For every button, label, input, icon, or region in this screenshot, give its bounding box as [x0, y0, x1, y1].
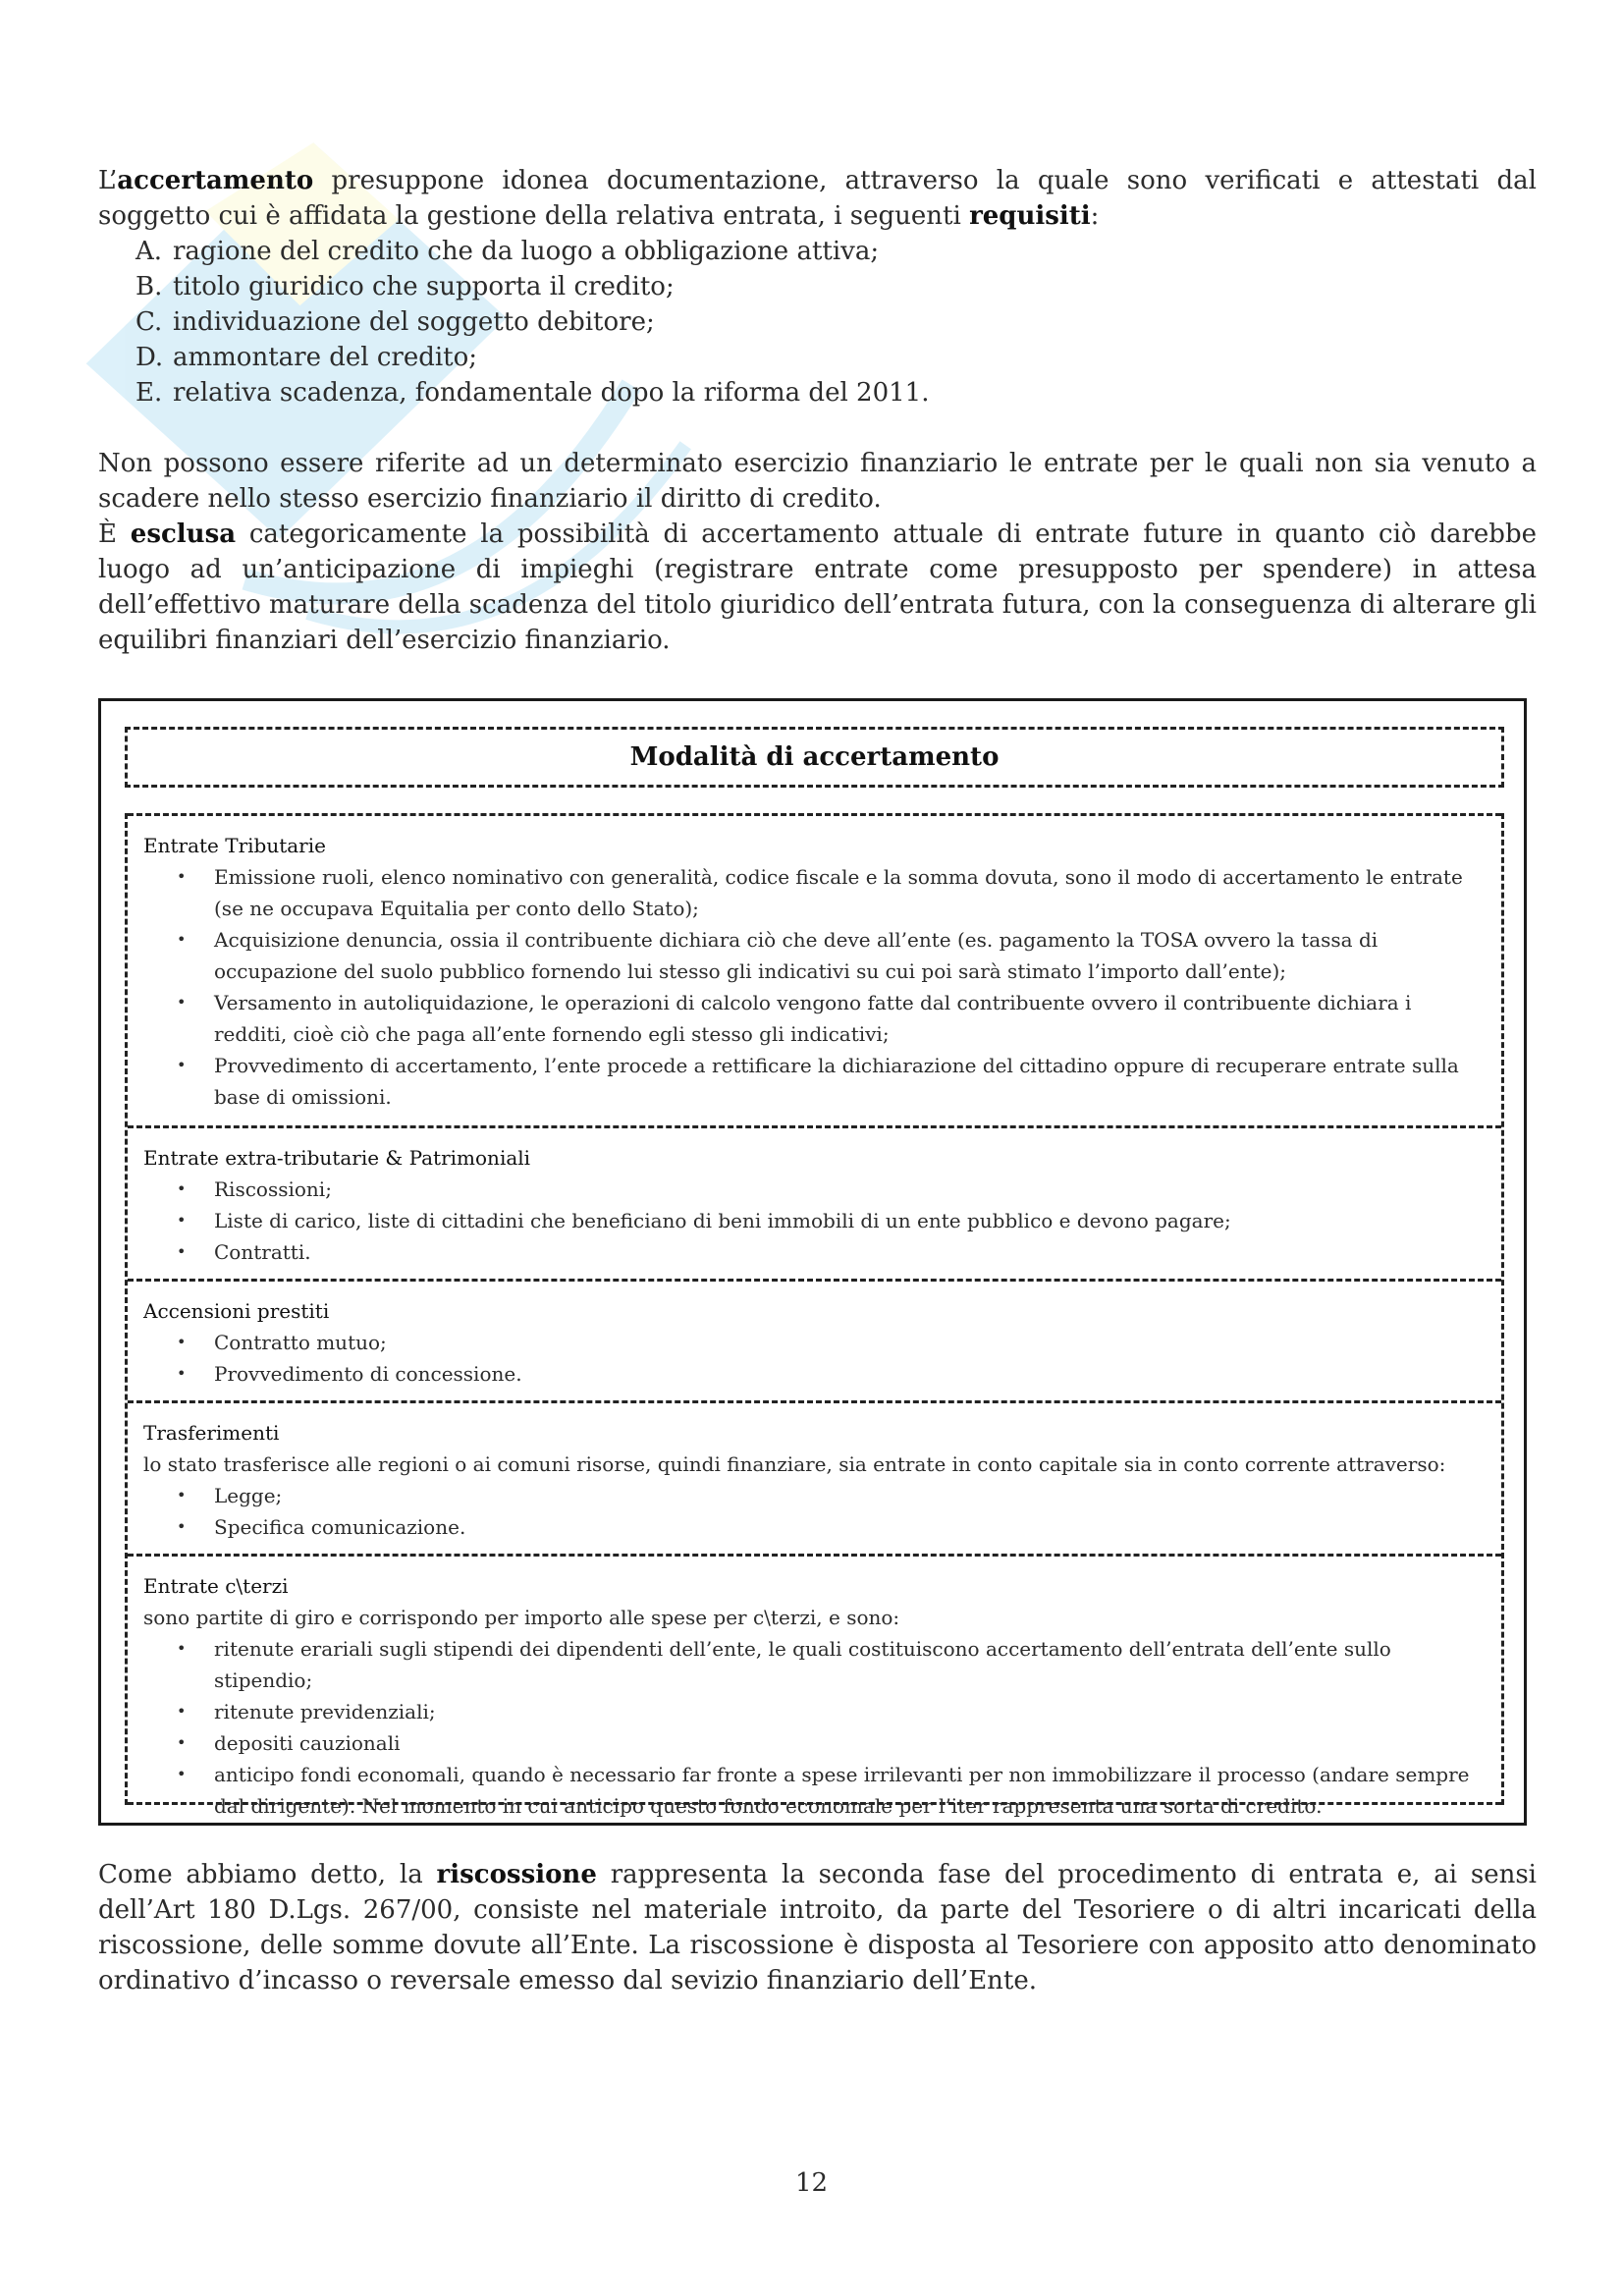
list-text: titolo giuridico che supporta il credito; — [173, 272, 675, 301]
modalita-box — [98, 698, 1527, 1826]
bullet-item: • Provvedimento di concessione. — [177, 1358, 1486, 1390]
list-text: relativa scadenza, fondamentale dopo la riforma del 2011. — [173, 378, 930, 408]
bullet-list — [143, 861, 1486, 1113]
bullet-item: • Liste di carico, liste di cittadini che beneficiano di beni immobili di un ente pubblico e devono pagare; — [177, 1205, 1486, 1236]
intro-paragraph-1 — [98, 163, 1537, 234]
list-item — [135, 340, 1537, 375]
bullet-item: • Emissione ruoli, elenco nominativo con generalità, codice fiscale e la somma dovuta, sono il modo di accertamento le entrate (se ne occupava Equitalia per conto dello Stato); — [177, 861, 1486, 924]
term-requisiti: requisiti — [969, 201, 1091, 231]
list-item — [135, 269, 1537, 304]
list-letter: B. — [135, 272, 163, 301]
bullet-item: • depositi cauzionali — [177, 1727, 1486, 1759]
section-entrate-extra-tributarie — [128, 1125, 1501, 1279]
text-span: rappresenta la seconda fase del procedimento di entrata e, ai sensi dell’Art 180 D.Lgs. 267/00, consiste nel materiale introito, da parte del Tesoriere o di altri incaricati della riscossione, delle somme dovute all’Ente. La riscossione è disposta al Tesoriere con apposito atto denominato ordinativo d’incasso o reversale emesso dal sevizio finanziario dell’Ente. — [98, 1860, 1537, 1995]
text-span: presuppone idonea documentazione, attraverso la quale sono verificati e attestati dal soggetto cui è affidata la gestione della relativa entrata, i seguenti — [98, 166, 1537, 231]
intro-paragraph-3 — [98, 517, 1537, 658]
bullet-item: • anticipo fondi economali, quando è necessario far fronte a spese irrilevanti per non immobilizzare il processo (andare sempre dal dirigente). Nel momento in cui anticipo questo fondo economale per l’iter rappresenta una sorta di credito. — [177, 1759, 1486, 1822]
list-text: ammontare del credito; — [173, 343, 478, 372]
section-description: sono partite di giro e corrispondo per importo alle spese per c\terzi, e sono: — [143, 1606, 900, 1629]
bullet-item: • ritenute erariali sugli stipendi dei dipendenti dell’ente, le quali costituiscono accertamento dell’entrata dell’ente sullo stipendio; — [177, 1633, 1486, 1696]
bullet-item: • Specifica comunicazione. — [177, 1511, 1486, 1543]
bullet-item: • Riscossioni; — [177, 1174, 1486, 1205]
bullet-item: • Provvedimento di accertamento, l’ente procede a rettificare la dichiarazione del cittadino oppure di recuperare entrate sulla base di omissioni. — [177, 1050, 1486, 1113]
list-letter: E. — [135, 378, 163, 408]
list-letter: C. — [135, 307, 163, 337]
section-title: Accensioni prestiti — [143, 1299, 330, 1323]
section-title: Trasferimenti — [143, 1421, 280, 1445]
term-esclusa: esclusa — [130, 519, 237, 549]
box-title: Modalità di accertamento — [125, 727, 1504, 788]
bullet-list — [143, 1174, 1486, 1268]
bullet-list — [143, 1327, 1486, 1390]
text-span: categoricamente la possibilità di accertamento attuale di entrate future in quanto ciò darebbe luogo ad un’anticipazione di impieghi (registrare entrate come presupposto per spendere) in attesa dell’effettivo maturare della scadenza del titolo giuridico dell’entrata futura, con la conseguenza di alterare gli equilibri finanziari dell’esercizio finanziario. — [98, 519, 1537, 655]
term-accertamento: accertamento — [117, 166, 314, 195]
intro-paragraph-2: Non possono essere riferite ad un determinato esercizio finanziario le entrate per le quali non sia venuto a scadere nello stesso esercizio finanziario il diritto di credito. — [98, 449, 1537, 514]
term-riscossione: riscossione — [436, 1860, 597, 1889]
bullet-item: • Contratti. — [177, 1236, 1486, 1268]
list-text: ragione del credito che da luogo a obbligazione attiva; — [173, 237, 880, 266]
section-title: Entrate c\terzi — [143, 1574, 289, 1598]
list-item — [135, 234, 1537, 269]
section-description: lo stato trasferisce alle regioni o ai comuni risorse, quindi finanziare, sia entrate in conto capitale sia in conto corrente attraverso: — [143, 1452, 1446, 1476]
text-span: : — [1090, 201, 1100, 231]
list-text: individuazione del soggetto debitore; — [173, 307, 655, 337]
section-accensioni-prestiti — [128, 1279, 1501, 1400]
bullet-item: • ritenute previdenziali; — [177, 1696, 1486, 1727]
section-entrate-c-terzi — [128, 1554, 1501, 1818]
list-item — [135, 304, 1537, 340]
outro-paragraph — [98, 1857, 1537, 1998]
list-item — [135, 375, 1537, 410]
text-span: L’ — [98, 166, 118, 195]
requisiti-list — [98, 234, 1537, 410]
list-letter: D. — [135, 343, 164, 372]
text-span: Come abbiamo detto, la — [98, 1860, 437, 1889]
bullet-list — [143, 1633, 1486, 1822]
bullet-item: • Acquisizione denuncia, ossia il contribuente dichiara ciò che deve all’ente (es. pagamento la TOSA ovvero la tassa di occupazione del suolo pubblico fornendo lui stesso gli indicativi su cui poi sarà stimato l’importo dall’ente); — [177, 924, 1486, 987]
section-entrate-tributarie — [128, 813, 1501, 1125]
bullet-item: • Versamento in autoliquidazione, le operazioni di calcolo vengono fatte dal contribuente ovvero il contribuente dichiara i redditi, cioè ciò che paga all’ente fornendo egli stesso gli indicativi; — [177, 987, 1486, 1050]
section-title: Entrate Tributarie — [143, 834, 326, 857]
box-sections — [125, 813, 1504, 1818]
bullet-item: • Contratto mutuo; — [177, 1327, 1486, 1358]
section-trasferimenti — [128, 1400, 1501, 1554]
bullet-item: • Legge; — [177, 1480, 1486, 1511]
section-title: Entrate extra-tributarie & Patrimoniali — [143, 1146, 531, 1170]
bullet-list — [143, 1480, 1486, 1543]
text-span: È — [98, 519, 131, 549]
list-letter: A. — [135, 237, 163, 266]
page-body-end — [98, 1857, 1537, 1998]
page-number: 12 — [794, 2168, 829, 2198]
page-body — [98, 163, 1537, 658]
